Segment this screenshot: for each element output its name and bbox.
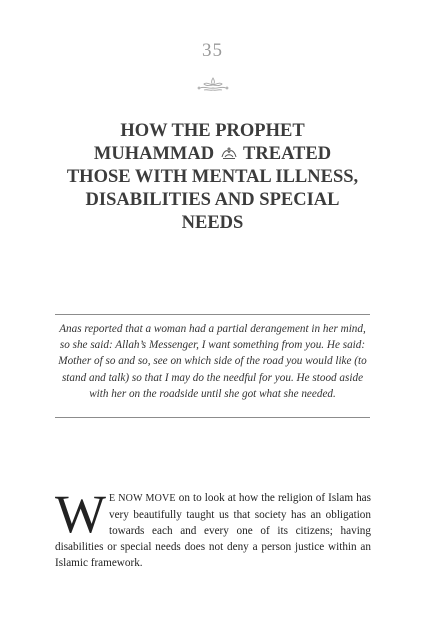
title-line-1: HOW THE PROPHET (120, 121, 305, 141)
chapter-title (40, 120, 385, 235)
title-line-2-start: MUHAMMAD (93, 144, 215, 164)
opening-paragraph (55, 484, 371, 571)
epigraph-bottom-rule (55, 417, 370, 418)
title-line-2-end: TREATED (243, 144, 332, 164)
chapter-number: 35 (202, 40, 223, 61)
lead-in-smallcaps: E NOW MOVE (108, 493, 176, 504)
drop-cap: W (55, 484, 106, 544)
title-line-3: THOSE WITH MENTAL ILLNESS, (66, 167, 359, 187)
floral-ornament-icon (196, 76, 230, 92)
title-line-5: NEEDS (181, 213, 244, 233)
title-line-2 (40, 143, 385, 166)
epigraph-top-rule (55, 314, 370, 315)
paragraph-text: on to look at how the religion of Islam has very beautifully taught us that society has an obligation towards each and every one of its citizens; having disabilities or special needs does not deny a person justice within an Islamic framework. (55, 492, 371, 569)
hadith-epigraph: Anas reported that a woman had a partial derangement in her mind, so she said: Allah’s Messenger, I want something from you. He said: Mother of so and so, see on which side of the road you would like (to stand and talk) so that I may do the needful for you. He stood aside with her on the roadside until she got what she needed. (58, 323, 367, 400)
salawat-honorific-icon (220, 146, 238, 160)
title-line-4: DISABILITIES AND SPECIAL (85, 190, 340, 210)
